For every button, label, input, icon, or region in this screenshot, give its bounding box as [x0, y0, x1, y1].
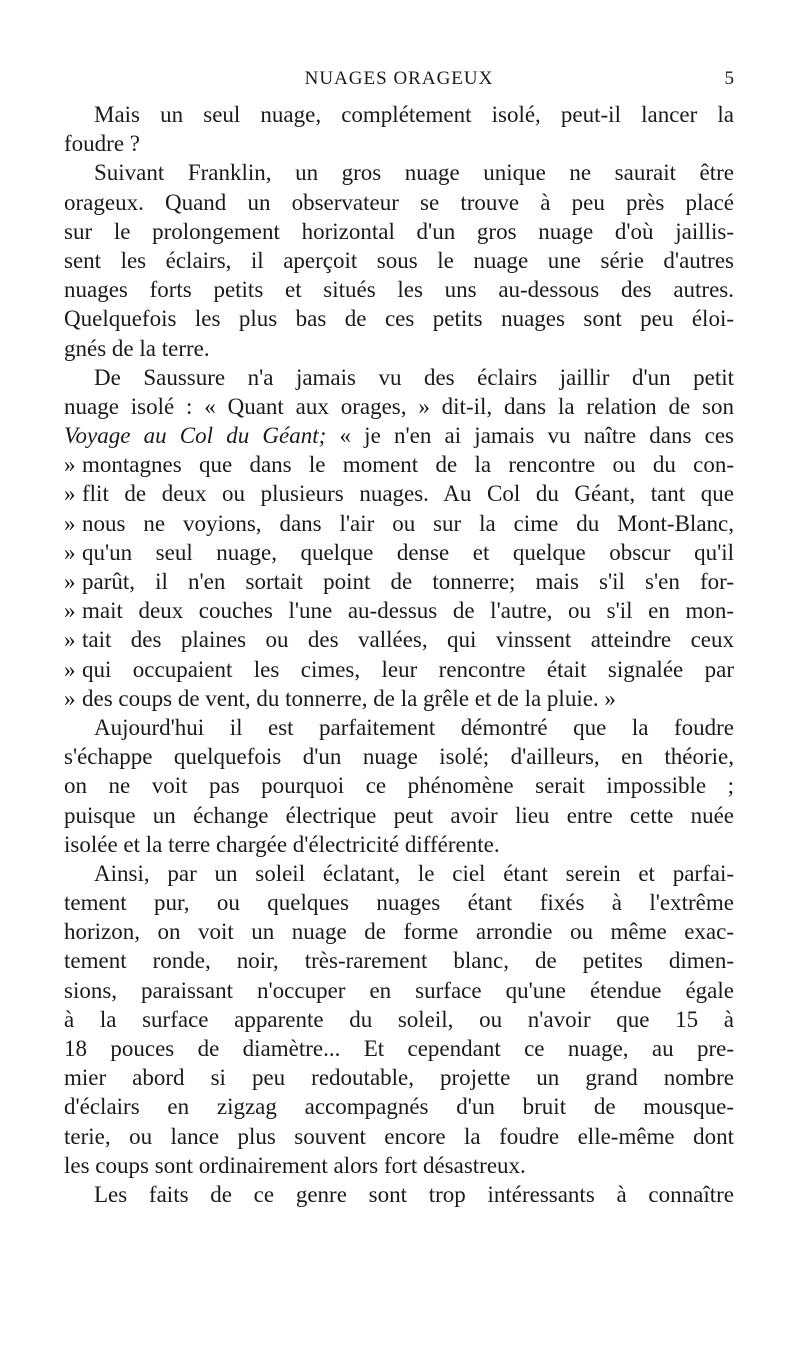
line-text: mait deux couches l'une au-dessus de l'autre, ou s'il en mon- [82, 598, 734, 624]
text-line [64, 217, 734, 246]
quote-mark: » [64, 510, 76, 536]
text-line [64, 421, 734, 450]
quote-mark: » [64, 452, 76, 478]
text-line [64, 275, 734, 304]
text-line [64, 976, 734, 1005]
quote-mark: » [64, 685, 76, 711]
line-text: mier abord si peu redoutable, projette un grand nombre [64, 1065, 734, 1091]
line-text: sions, paraissant n'occuper en surface qu'une étendue égale [64, 977, 734, 1003]
text-line [64, 450, 734, 479]
line-text: horizon, on voit un nuage de forme arrondie ou même exac- [64, 919, 734, 945]
text-line [64, 538, 734, 567]
text-line [64, 246, 734, 275]
text-line [64, 771, 734, 800]
text-line [64, 859, 734, 888]
line-text: puisque un échange électrique peut avoir lieu entre cette nuée [64, 802, 734, 828]
line-text: d'éclairs en zigzag accompagnés d'un bruit de mousque- [64, 1094, 734, 1120]
text-line [64, 188, 734, 217]
text-line [64, 713, 734, 742]
line-text: sur le prolongement horizontal d'un gros nuage d'où jaillis- [64, 218, 734, 244]
text-line [64, 888, 734, 917]
text-line [64, 334, 734, 363]
line-text: nuages forts petits et situés les uns au-dessous des autres. [64, 277, 734, 303]
line-text: flit de deux ou plusieurs nuages. Au Col du Géant, tant que [82, 481, 734, 507]
running-head: NUAGES ORAGEUX [304, 68, 494, 89]
line-text: les coups sont ordinairement alors fort désastreux. [64, 1152, 526, 1178]
text-line [64, 1122, 734, 1151]
text-line [64, 801, 734, 830]
text-line [64, 392, 734, 421]
line-text: Mais un seul nuage, complétement isolé, peut-il lancer la [94, 102, 734, 127]
text-line [64, 1180, 734, 1209]
line-text: « je n'en ai jamais vu naître dans ces [326, 423, 734, 449]
line-text: Suivant Franklin, un gros nuage unique ne saurait être [94, 160, 734, 186]
quote-mark: » [64, 481, 76, 507]
text-line [64, 1151, 734, 1180]
page-number: 5 [724, 68, 734, 89]
line-text: montagnes que dans le moment de la rencontre ou du con- [82, 452, 734, 478]
text-line [64, 684, 734, 713]
line-text: tement pur, ou quelques nuages étant fixés à l'extrême [64, 890, 734, 916]
text-line [64, 830, 734, 859]
line-text: sent les éclairs, il aperçoit sous le nuage une série d'autres [64, 247, 734, 273]
quote-mark: » [64, 598, 76, 624]
text-line [64, 596, 734, 625]
line-text: tait des plaines ou des vallées, qui vinssent atteindre ceux [82, 627, 734, 653]
line-text: 18 pouces de diamètre... Et cependant ce nuage, au pre- [64, 1036, 734, 1061]
line-text: qu'un seul nuage, quelque dense et quelque obscur qu'il [82, 539, 734, 565]
line-text: Aujourd'hui il est parfaitement démontré que la foudre [94, 714, 734, 740]
quote-mark: » [64, 627, 76, 653]
line-text: nous ne voyions, dans l'air ou sur la cime du Mont-Blanc, [82, 510, 734, 536]
line-text: orageux. Quand un observateur se trouve à peu près placé [64, 189, 734, 215]
line-text: Les faits de ce genre sont trop intéressants à connaître [94, 1181, 734, 1207]
quote-mark: » [64, 569, 76, 594]
page-header [64, 68, 734, 92]
text-line [64, 742, 734, 771]
line-text: Ainsi, par un soleil éclatant, le ciel étant serein et parfai- [94, 860, 734, 886]
line-text: on ne voit pas pourquoi ce phénomène serait impossible ; [64, 773, 734, 799]
quote-mark: » [64, 539, 76, 565]
text-line [64, 509, 734, 538]
line-text: terie, ou lance plus souvent encore la foudre elle-même dont [64, 1123, 734, 1149]
line-text: s'échappe quelquefois d'un nuage isolé; d'ailleurs, en théorie, [64, 744, 734, 770]
italic-title: Voyage au Col du Géant; [64, 423, 327, 449]
line-text: parût, il n'en sortait point de tonnerre; mais s'il s'en for- [82, 569, 734, 594]
line-text: à la surface apparente du soleil, ou n'avoir que 15 à [64, 1006, 734, 1032]
quote-mark: » [64, 656, 76, 682]
line-text: tement ronde, noir, très-rarement blanc, de petites dimen- [64, 948, 734, 974]
text-line [64, 625, 734, 654]
text-line [64, 363, 734, 392]
text-line [64, 100, 734, 129]
text-line [64, 129, 734, 158]
text-line [64, 567, 734, 596]
body-text [64, 100, 734, 1209]
line-text: nuage isolé : « Quant aux orages, » dit-il, dans la relation de son [64, 393, 734, 419]
text-line [64, 655, 734, 684]
text-line [64, 158, 734, 187]
text-line [64, 479, 734, 508]
text-line [64, 1034, 734, 1063]
text-line [64, 946, 734, 975]
text-line [64, 304, 734, 333]
line-text: foudre ? [64, 131, 140, 157]
text-line [64, 1005, 734, 1034]
text-line [64, 1063, 734, 1092]
line-text: des coups de vent, du tonnerre, de la grêle et de la pluie. » [82, 685, 616, 711]
line-text: De Saussure n'a jamais vu des éclairs jaillir d'un petit [94, 364, 734, 390]
line-text: Quelquefois les plus bas de ces petits nuages sont peu éloi- [64, 306, 734, 332]
line-text: gnés de la terre. [64, 335, 210, 361]
text-line [64, 1092, 734, 1121]
line-text: isolée et la terre chargée d'électricité différente. [64, 831, 500, 857]
text-line [64, 917, 734, 946]
line-text: qui occupaient les cimes, leur rencontre était signalée par [82, 656, 734, 682]
